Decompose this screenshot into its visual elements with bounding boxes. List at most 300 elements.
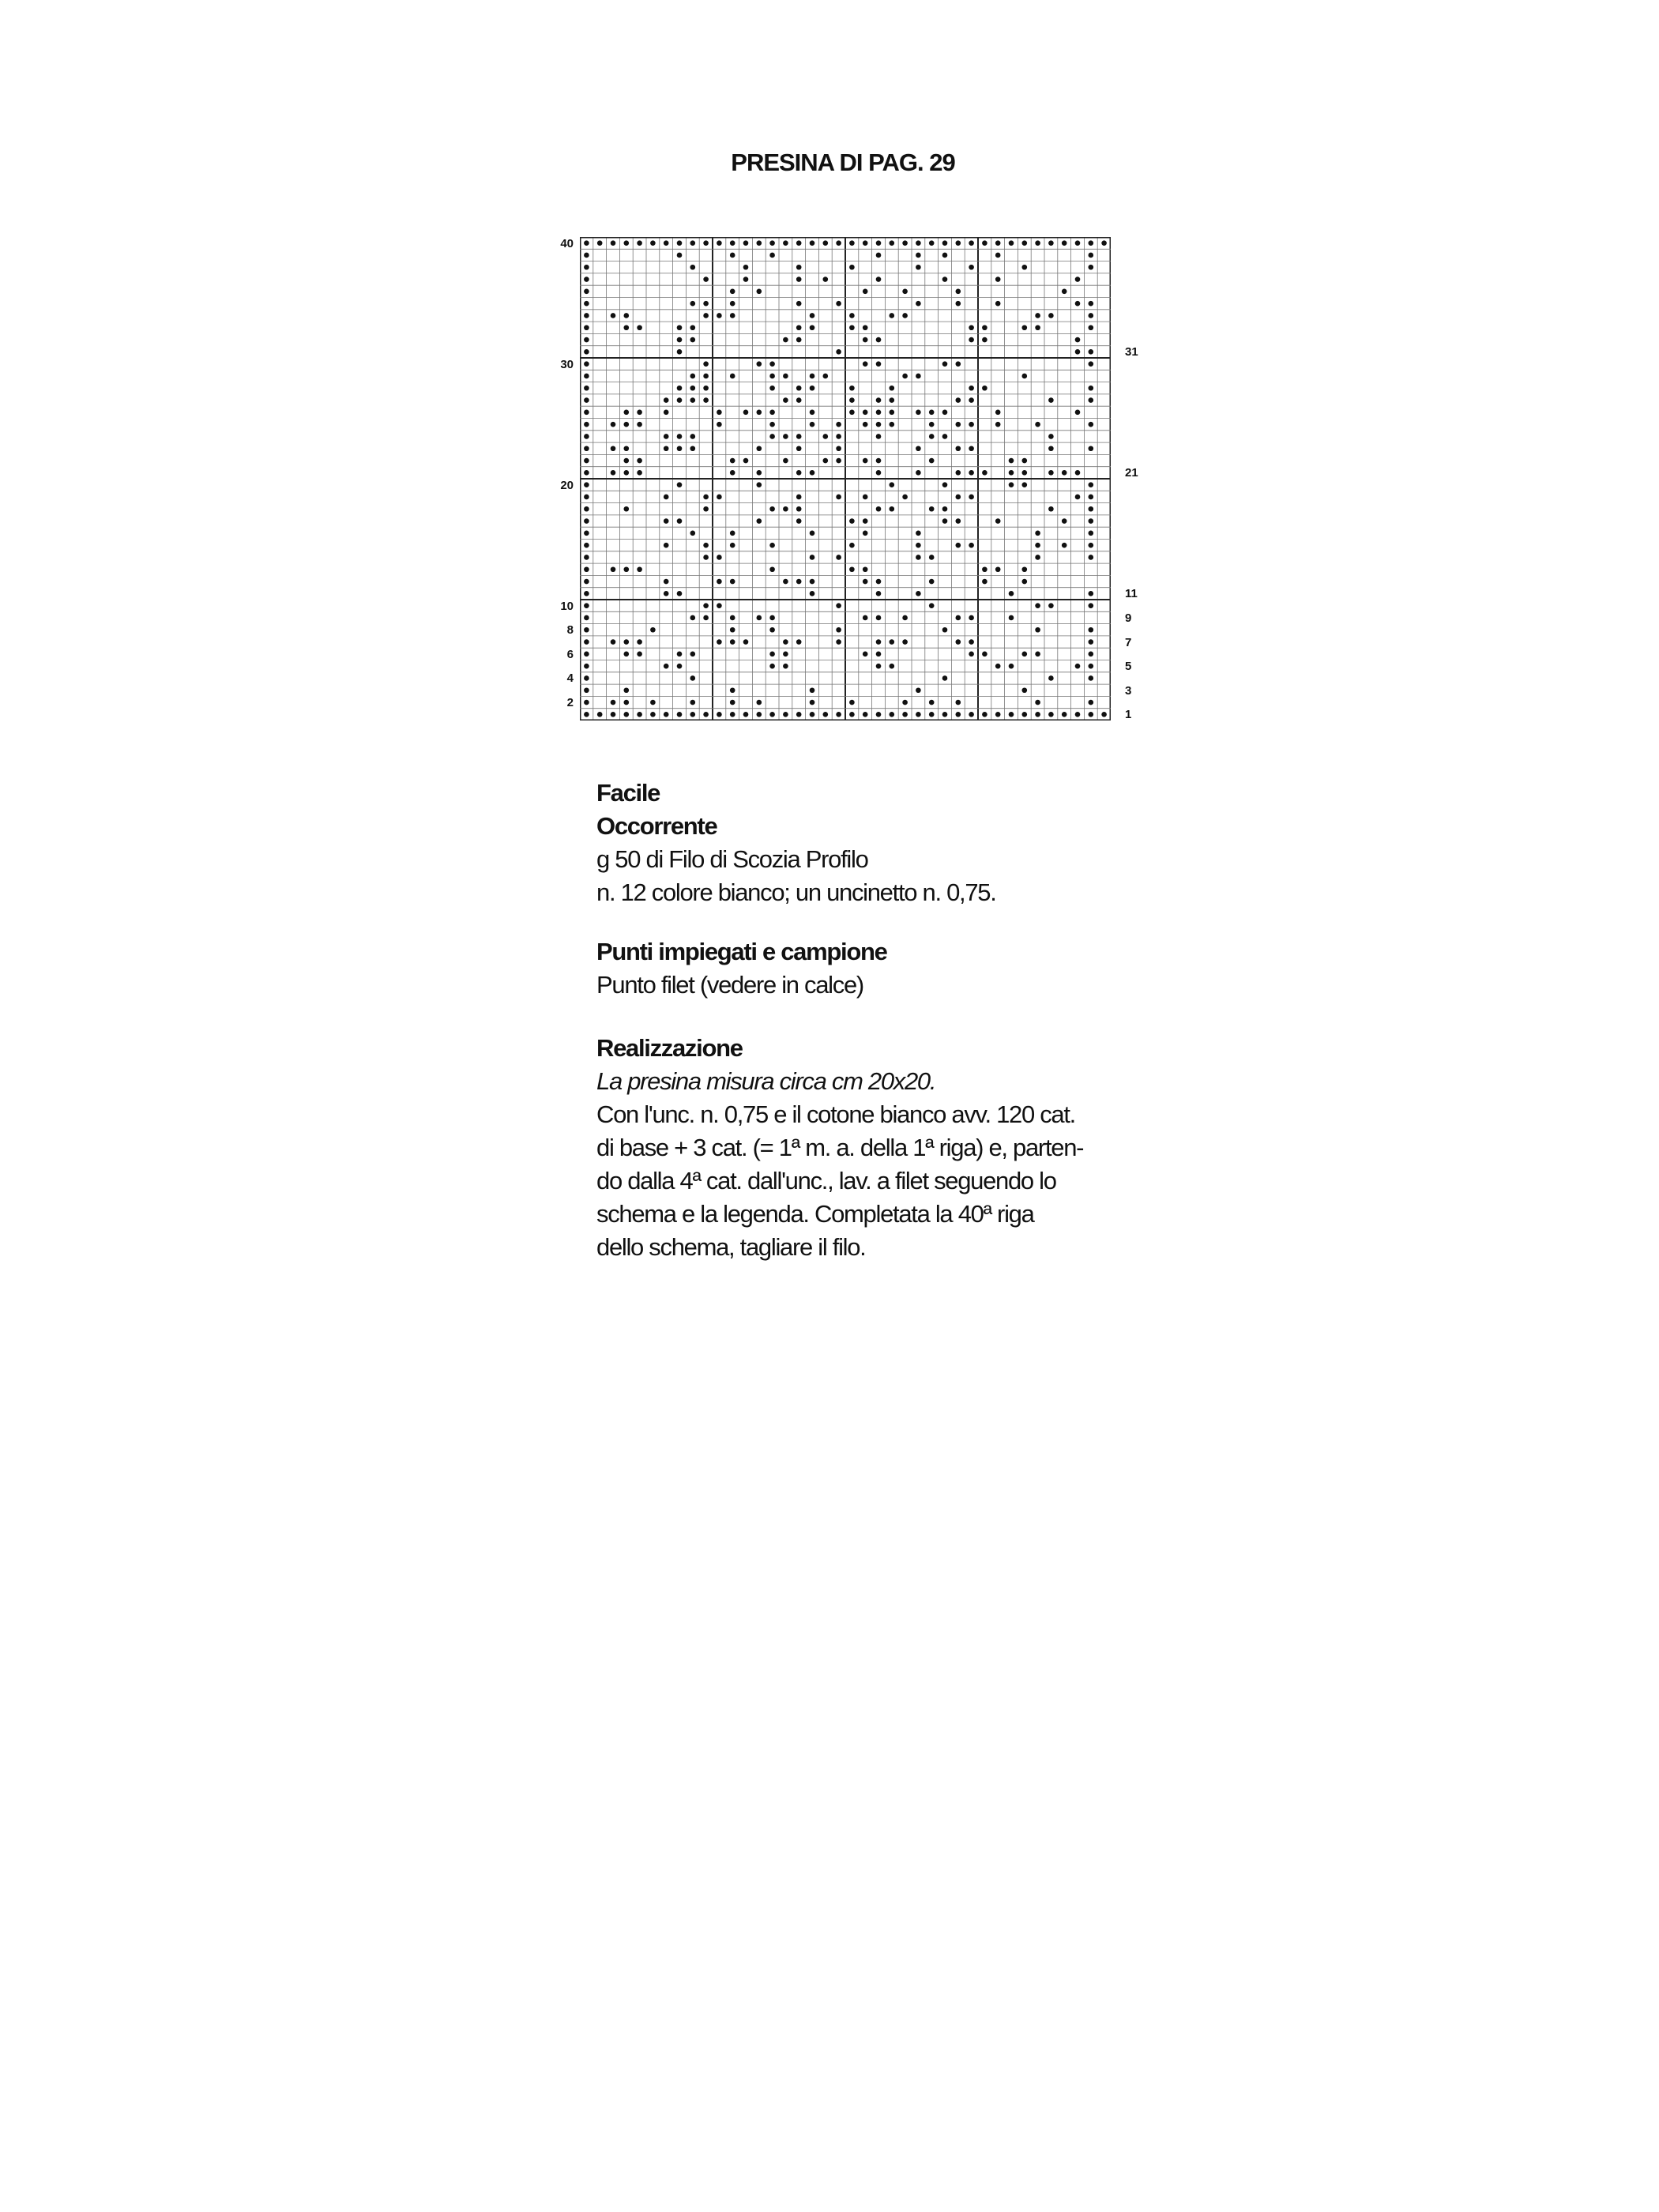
filled-cell-dot	[637, 458, 642, 464]
filled-cell-dot	[1035, 700, 1040, 705]
filled-cell-dot	[650, 712, 656, 717]
filled-cell-dot	[769, 374, 775, 379]
filled-cell-dot	[890, 664, 895, 669]
filled-cell-dot	[863, 361, 868, 367]
filled-cell-dot	[677, 253, 683, 258]
filled-cell-dot	[849, 386, 855, 391]
filled-cell-dot	[956, 712, 961, 717]
filled-cell-dot	[942, 253, 948, 258]
filled-cell-dot	[637, 410, 642, 416]
filled-cell-dot	[743, 639, 749, 645]
filled-cell-dot	[597, 712, 603, 717]
filled-cell-dot	[956, 397, 961, 403]
filled-cell-dot	[796, 495, 802, 500]
filled-cell-dot	[769, 361, 775, 367]
filled-cell-dot	[717, 410, 722, 416]
filled-cell-dot	[730, 531, 735, 536]
filled-cell-dot	[1089, 652, 1094, 657]
filled-cell-dot	[956, 470, 961, 476]
filled-cell-dot	[757, 361, 762, 367]
filled-cell-dot	[1089, 675, 1094, 681]
filled-cell-dot	[664, 410, 669, 416]
filled-cell-dot	[1089, 639, 1094, 645]
instructions-line: Con l'unc. n. 0,75 e il cotone bianco avv. 120 cat.	[596, 1100, 1075, 1128]
filled-cell-dot	[849, 325, 855, 330]
filled-cell-dot	[677, 397, 683, 403]
filled-cell-dot	[743, 712, 749, 717]
filled-cell-dot	[690, 434, 696, 439]
filled-cell-dot	[995, 566, 1001, 572]
filled-cell-dot	[849, 712, 855, 717]
filled-cell-dot	[929, 458, 935, 464]
filled-cell-dot	[783, 664, 788, 669]
filled-cell-dot	[584, 579, 589, 585]
filled-cell-dot	[810, 313, 815, 318]
filled-cell-dot	[690, 700, 696, 705]
filled-cell-dot	[902, 712, 908, 717]
filled-cell-dot	[982, 240, 988, 246]
filled-cell-dot	[836, 555, 841, 560]
instructions-line: dello schema, tagliare il filo.	[596, 1233, 866, 1261]
filled-cell-dot	[956, 301, 961, 307]
filled-cell-dot	[929, 434, 935, 439]
filled-cell-dot	[624, 687, 630, 693]
filled-cell-dot	[876, 579, 882, 585]
filled-cell-dot	[863, 652, 868, 657]
filled-cell-dot	[690, 301, 696, 307]
filled-cell-dot	[836, 446, 841, 451]
filled-cell-dot	[916, 240, 921, 246]
filled-cell-dot	[1101, 712, 1107, 717]
filled-cell-dot	[1075, 664, 1081, 669]
filled-cell-dot	[1062, 470, 1067, 476]
filled-cell-dot	[757, 615, 762, 621]
filled-cell-dot	[769, 410, 775, 416]
filled-cell-dot	[584, 434, 589, 439]
filled-cell-dot	[876, 664, 882, 669]
filled-cell-dot	[677, 664, 683, 669]
filled-cell-dot	[849, 397, 855, 403]
filled-cell-dot	[942, 410, 948, 416]
filled-cell-dot	[677, 591, 683, 596]
filled-cell-dot	[995, 276, 1001, 282]
filled-cell-dot	[1048, 446, 1054, 451]
filled-cell-dot	[703, 543, 709, 548]
filled-cell-dot	[929, 240, 935, 246]
filled-cell-dot	[783, 639, 788, 645]
filled-cell-dot	[1089, 446, 1094, 451]
filled-cell-dot	[1089, 495, 1094, 500]
filled-cell-dot	[1062, 712, 1067, 717]
filled-cell-dot	[1089, 664, 1094, 669]
filled-cell-dot	[690, 265, 696, 270]
filled-cell-dot	[783, 652, 788, 657]
filled-cell-dot	[677, 325, 683, 330]
filled-cell-dot	[863, 566, 868, 572]
filled-cell-dot	[876, 361, 882, 367]
filled-cell-dot	[929, 422, 935, 427]
materials-line: g 50 di Filo di Scozia Profilo	[596, 845, 868, 873]
filled-cell-dot	[677, 482, 683, 487]
filled-cell-dot	[783, 434, 788, 439]
page-title: PRESINA DI PAG. 29	[731, 149, 955, 176]
filled-cell-dot	[1089, 555, 1094, 560]
filled-cell-dot	[584, 495, 589, 500]
row-number-label: 4	[566, 672, 574, 686]
filled-cell-dot	[757, 240, 762, 246]
filled-cell-dot	[863, 337, 868, 343]
filled-cell-dot	[876, 458, 882, 464]
filled-cell-dot	[743, 276, 749, 282]
filled-cell-dot	[730, 240, 735, 246]
filled-cell-dot	[769, 566, 775, 572]
filled-cell-dot	[584, 289, 589, 295]
filled-cell-dot	[584, 349, 589, 355]
filled-cell-dot	[703, 603, 709, 608]
filled-cell-dot	[969, 386, 974, 391]
filled-cell-dot	[1048, 470, 1054, 476]
filled-cell-dot	[836, 712, 841, 717]
filled-cell-dot	[995, 664, 1001, 669]
filled-cell-dot	[703, 555, 709, 560]
filled-cell-dot	[757, 482, 762, 487]
filled-cell-dot	[584, 675, 589, 681]
filled-cell-dot	[810, 470, 815, 476]
filled-cell-dot	[890, 639, 895, 645]
filled-cell-dot	[876, 639, 882, 645]
filled-cell-dot	[1048, 603, 1054, 608]
filled-cell-dot	[863, 410, 868, 416]
filled-cell-dot	[637, 639, 642, 645]
filled-cell-dot	[1009, 458, 1014, 464]
filled-cell-dot	[916, 374, 921, 379]
filled-cell-dot	[717, 422, 722, 427]
filled-cell-dot	[584, 374, 589, 379]
filled-cell-dot	[836, 434, 841, 439]
filled-cell-dot	[796, 276, 802, 282]
filled-cell-dot	[757, 470, 762, 476]
filled-cell-dot	[916, 531, 921, 536]
filled-cell-dot	[916, 253, 921, 258]
filled-cell-dot	[849, 313, 855, 318]
filled-cell-dot	[796, 301, 802, 307]
filled-cell-dot	[769, 615, 775, 621]
filled-cell-dot	[929, 506, 935, 512]
filled-cell-dot	[863, 458, 868, 464]
materials-line: n. 12 colore bianco; un uncinetto n. 0,75.	[596, 878, 996, 906]
filled-cell-dot	[730, 639, 735, 645]
filled-cell-dot	[916, 591, 921, 596]
filled-cell-dot	[796, 265, 802, 270]
filled-cell-dot	[890, 386, 895, 391]
filled-cell-dot	[823, 374, 829, 379]
filled-cell-dot	[624, 240, 630, 246]
filled-cell-dot	[769, 253, 775, 258]
filled-cell-dot	[810, 325, 815, 330]
filled-cell-dot	[863, 495, 868, 500]
filled-cell-dot	[1009, 240, 1014, 246]
filled-cell-dot	[810, 410, 815, 416]
filled-cell-dot	[929, 700, 935, 705]
filled-cell-dot	[624, 458, 630, 464]
filled-cell-dot	[810, 555, 815, 560]
filled-cell-dot	[1048, 712, 1054, 717]
filled-cell-dot	[730, 374, 735, 379]
filled-cell-dot	[1009, 615, 1014, 621]
filled-cell-dot	[624, 639, 630, 645]
filled-cell-dot	[730, 458, 735, 464]
filled-cell-dot	[664, 495, 669, 500]
filled-cell-dot	[730, 301, 735, 307]
filled-cell-dot	[730, 289, 735, 295]
filled-cell-dot	[902, 313, 908, 318]
filled-cell-dot	[1035, 313, 1040, 318]
filled-cell-dot	[690, 615, 696, 621]
filled-cell-dot	[969, 337, 974, 343]
filled-cell-dot	[717, 240, 722, 246]
filled-cell-dot	[1048, 240, 1054, 246]
filled-cell-dot	[810, 591, 815, 596]
filled-cell-dot	[624, 422, 630, 427]
filled-cell-dot	[823, 712, 829, 717]
row-number-label: 2	[566, 696, 574, 710]
filled-cell-dot	[916, 410, 921, 416]
filled-cell-dot	[1048, 397, 1054, 403]
filled-cell-dot	[876, 506, 882, 512]
filled-cell-dot	[624, 566, 630, 572]
filled-cell-dot	[584, 627, 589, 633]
filled-cell-dot	[890, 240, 895, 246]
row-number-label: 1	[1125, 708, 1132, 722]
filled-cell-dot	[823, 276, 829, 282]
filled-cell-dot	[1035, 422, 1040, 427]
filled-cell-dot	[664, 543, 669, 548]
filled-cell-dot	[823, 434, 829, 439]
filled-cell-dot	[1089, 627, 1094, 633]
filled-cell-dot	[995, 422, 1001, 427]
filled-cell-dot	[584, 240, 589, 246]
filled-cell-dot	[982, 579, 988, 585]
filled-cell-dot	[1075, 337, 1081, 343]
filled-cell-dot	[942, 276, 948, 282]
filled-cell-dot	[743, 410, 749, 416]
filled-cell-dot	[703, 495, 709, 500]
filled-cell-dot	[769, 664, 775, 669]
filled-cell-dot	[584, 397, 589, 403]
filled-cell-dot	[1035, 555, 1040, 560]
filled-cell-dot	[810, 422, 815, 427]
filled-cell-dot	[1089, 700, 1094, 705]
filled-cell-dot	[876, 410, 882, 416]
filled-cell-dot	[664, 579, 669, 585]
filled-cell-dot	[730, 253, 735, 258]
filled-cell-dot	[796, 240, 802, 246]
filled-cell-dot	[796, 337, 802, 343]
filled-cell-dot	[584, 566, 589, 572]
filled-cell-dot	[956, 240, 961, 246]
filled-cell-dot	[717, 603, 722, 608]
filled-cell-dot	[969, 712, 974, 717]
filled-cell-dot	[1035, 627, 1040, 633]
filled-cell-dot	[743, 265, 749, 270]
filled-cell-dot	[1075, 712, 1081, 717]
filled-cell-dot	[677, 518, 683, 524]
filled-cell-dot	[703, 712, 709, 717]
filled-cell-dot	[982, 470, 988, 476]
filled-cell-dot	[1075, 495, 1081, 500]
filled-cell-dot	[690, 652, 696, 657]
filled-cell-dot	[783, 397, 788, 403]
filled-cell-dot	[650, 627, 656, 633]
filled-cell-dot	[769, 240, 775, 246]
filled-cell-dot	[664, 240, 669, 246]
filled-cell-dot	[1089, 506, 1094, 512]
filled-cell-dot	[664, 518, 669, 524]
filled-cell-dot	[677, 652, 683, 657]
filled-cell-dot	[664, 664, 669, 669]
filled-cell-dot	[849, 566, 855, 572]
filled-cell-dot	[650, 700, 656, 705]
row-number-label: 10	[560, 599, 574, 613]
filled-cell-dot	[916, 301, 921, 307]
filled-cell-dot	[1022, 240, 1028, 246]
filled-cell-dot	[1089, 482, 1094, 487]
filled-cell-dot	[703, 240, 709, 246]
filled-cell-dot	[664, 712, 669, 717]
filled-cell-dot	[1009, 664, 1014, 669]
filled-cell-dot	[769, 652, 775, 657]
filled-cell-dot	[690, 397, 696, 403]
filled-cell-dot	[810, 579, 815, 585]
filled-cell-dot	[929, 410, 935, 416]
filled-cell-dot	[836, 458, 841, 464]
filled-cell-dot	[902, 495, 908, 500]
filled-cell-dot	[624, 325, 630, 330]
filled-cell-dot	[796, 579, 802, 585]
filled-cell-dot	[730, 543, 735, 548]
filled-cell-dot	[796, 386, 802, 391]
filled-cell-dot	[863, 518, 868, 524]
filled-cell-dot	[942, 712, 948, 717]
filled-cell-dot	[849, 543, 855, 548]
filled-cell-dot	[624, 446, 630, 451]
row-number-label: 21	[1125, 466, 1138, 480]
filled-cell-dot	[849, 410, 855, 416]
filled-cell-dot	[969, 615, 974, 621]
filled-cell-dot	[611, 446, 616, 451]
filled-cell-dot	[902, 700, 908, 705]
filled-cell-dot	[956, 289, 961, 295]
filled-cell-dot	[717, 313, 722, 318]
filled-cell-dot	[584, 518, 589, 524]
filled-cell-dot	[1075, 349, 1081, 355]
filled-cell-dot	[783, 240, 788, 246]
filled-cell-dot	[982, 652, 988, 657]
row-number-label: 6	[566, 647, 574, 661]
filled-cell-dot	[730, 615, 735, 621]
filled-cell-dot	[1101, 240, 1107, 246]
filled-cell-dot	[796, 712, 802, 717]
filled-cell-dot	[969, 639, 974, 645]
filled-cell-dot	[863, 240, 868, 246]
filled-cell-dot	[611, 639, 616, 645]
filled-cell-dot	[584, 265, 589, 270]
filled-cell-dot	[717, 579, 722, 585]
filled-cell-dot	[730, 313, 735, 318]
filled-cell-dot	[664, 397, 669, 403]
filled-cell-dot	[717, 495, 722, 500]
filled-cell-dot	[1035, 603, 1040, 608]
instructions-line: do dalla 4ª cat. dall'unc., lav. a filet seguendo lo	[596, 1167, 1056, 1194]
filled-cell-dot	[1089, 265, 1094, 270]
filled-cell-dot	[942, 482, 948, 487]
filled-cell-dot	[902, 374, 908, 379]
filled-cell-dot	[1048, 506, 1054, 512]
filled-cell-dot	[703, 386, 709, 391]
instructions-line: schema e la legenda. Completata la 40ª riga	[596, 1200, 1034, 1228]
filled-cell-dot	[690, 531, 696, 536]
filled-cell-dot	[769, 434, 775, 439]
filled-cell-dot	[982, 325, 988, 330]
filled-cell-dot	[796, 434, 802, 439]
filled-cell-dot	[982, 566, 988, 572]
filled-cell-dot	[1035, 712, 1040, 717]
instructions-line: di base + 3 cat. (= 1ª m. a. della 1ª riga) e, parten-	[596, 1134, 1084, 1161]
filled-cell-dot	[584, 386, 589, 391]
filled-cell-dot	[1089, 591, 1094, 596]
filled-cell-dot	[757, 700, 762, 705]
filled-cell-dot	[584, 664, 589, 669]
filled-cell-dot	[677, 337, 683, 343]
filled-cell-dot	[1009, 482, 1014, 487]
row-number-label: 9	[1125, 611, 1132, 625]
filled-cell-dot	[876, 240, 882, 246]
filled-cell-dot	[796, 446, 802, 451]
filled-cell-dot	[611, 712, 616, 717]
filled-cell-dot	[995, 253, 1001, 258]
filled-cell-dot	[956, 361, 961, 367]
filled-cell-dot	[1075, 470, 1081, 476]
filled-cell-dot	[982, 386, 988, 391]
filled-cell-dot	[876, 615, 882, 621]
filled-cell-dot	[1035, 531, 1040, 536]
filled-cell-dot	[823, 240, 829, 246]
filled-cell-dot	[703, 361, 709, 367]
filled-cell-dot	[584, 603, 589, 608]
filled-cell-dot	[637, 712, 642, 717]
filled-cell-dot	[717, 712, 722, 717]
filled-cell-dot	[849, 700, 855, 705]
filled-cell-dot	[677, 386, 683, 391]
filled-cell-dot	[836, 349, 841, 355]
filled-cell-dot	[1062, 518, 1067, 524]
filled-cell-dot	[1089, 397, 1094, 403]
filled-cell-dot	[584, 337, 589, 343]
filled-cell-dot	[942, 627, 948, 633]
filled-cell-dot	[916, 543, 921, 548]
filled-cell-dot	[769, 543, 775, 548]
filled-cell-dot	[796, 397, 802, 403]
filled-cell-dot	[611, 422, 616, 427]
filled-cell-dot	[584, 712, 589, 717]
filled-cell-dot	[664, 591, 669, 596]
filled-cell-dot	[624, 506, 630, 512]
filled-cell-dot	[876, 470, 882, 476]
filled-cell-dot	[703, 313, 709, 318]
filled-cell-dot	[890, 313, 895, 318]
filled-cell-dot	[584, 325, 589, 330]
filled-cell-dot	[969, 325, 974, 330]
